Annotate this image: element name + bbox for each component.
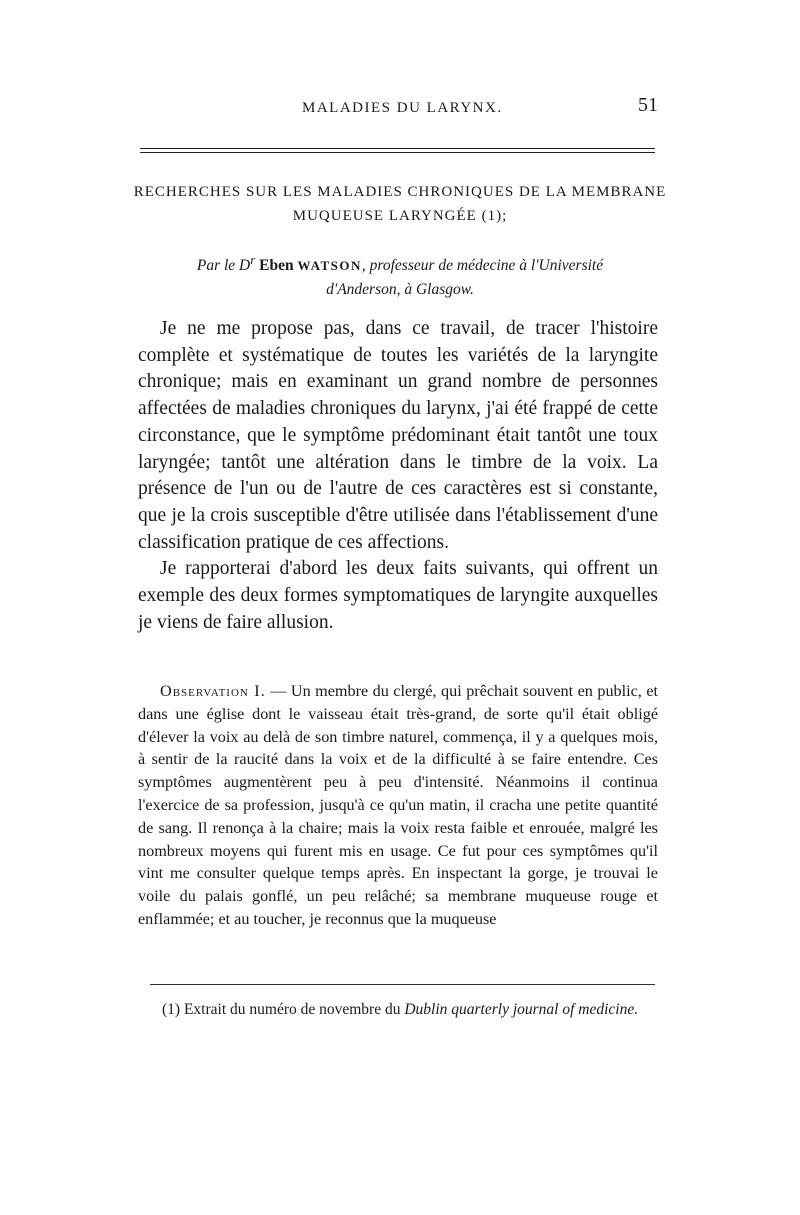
author-name: WATSON [297,258,362,274]
body-text [138,316,658,636]
header-rule [140,148,655,153]
article-title-line2: MUQUEUSE LARYNGÉE (1); [292,208,508,224]
observation [138,680,658,931]
observation-dash: — [265,682,291,700]
byline-eben: Eben [259,257,294,275]
observation-label: Observation I. [160,682,266,700]
byline [120,248,680,302]
byline-sup: r [250,252,256,267]
footnote [150,998,658,1021]
footnote-journal: Dublin quarterly journal of medicine. [404,1001,639,1018]
observation-text: Un membre du clergé, qui prêchait souvent en public, et dans une église dont le vaisseau était très-grand, de sorte qu'il était obligé d'élever la voix au delà de son timbre naturel, commença, il y a quelques mois, à sentir de la raucité dans la voix et de la difficulté à se faire entendre. Ces symptômes augmentèrent peu à peu d'intensité. Néanmoins il continua l'exercice de sa profession, jusqu'à ce qu'un matin, il cracha une petite quantité de sang. Il renonça à la chaire; mais la voix resta faible et enrouée, malgré les nombreux moyens qui furent mis en usage. Ce fut pour ces symptômes qu'il vint me consulter quelque temps après. En inspectant la gorge, je trouvai le voile du palais gonflé, un peu relâché; sa membrane muqueuse rouge et enflammée; et au toucher, je reconnus que la muqueuse [138,682,659,928]
observation-paragraph [138,680,658,931]
footnote-marker: (1) [162,1001,181,1018]
running-title: MALADIES DU LARYNX. [302,100,503,116]
byline-line2: d'Anderson, à Glasgow. [326,281,474,299]
footnote-paragraph [150,998,658,1021]
byline-rest1: , professeur de médecine à l'Université [361,257,604,275]
footnote-text: Extrait du numéro de novembre du [180,1001,405,1018]
page-number: 51 [638,94,658,116]
byline-par: Par le D [196,257,251,275]
article-title-line1: RECHERCHES SUR LES MALADIES CHRONIQUES DE LA MEMBRANE [133,184,667,200]
paragraph-1: Je ne me propose pas, dans ce travail, de tracer l'histoire complète et systématique de toutes les variétés de la laryngite chronique; mais en examinant un grand nombre de personnes affectées de maladies chroniques du larynx, j'ai été frappé de cette circonstance, que le symptôme prédominant était tantôt une toux laryngée; tantôt une altération dans le timbre de la voix. La présence de l'un ou de l'autre de ces caractères est si constante, que je la crois susceptible d'être utilisée dans l'établissement d'une classification pratique de ces affections. [138,318,658,553]
article-title [120,180,680,228]
paragraph-2: Je rapporterai d'abord les deux faits suivants, qui offrent un exemple des deux formes symptomatiques de laryngite auxquelles je viens de faire allusion. [138,558,658,633]
footnote-rule [150,984,655,985]
running-head [150,94,660,126]
byline-line1 [120,248,680,278]
